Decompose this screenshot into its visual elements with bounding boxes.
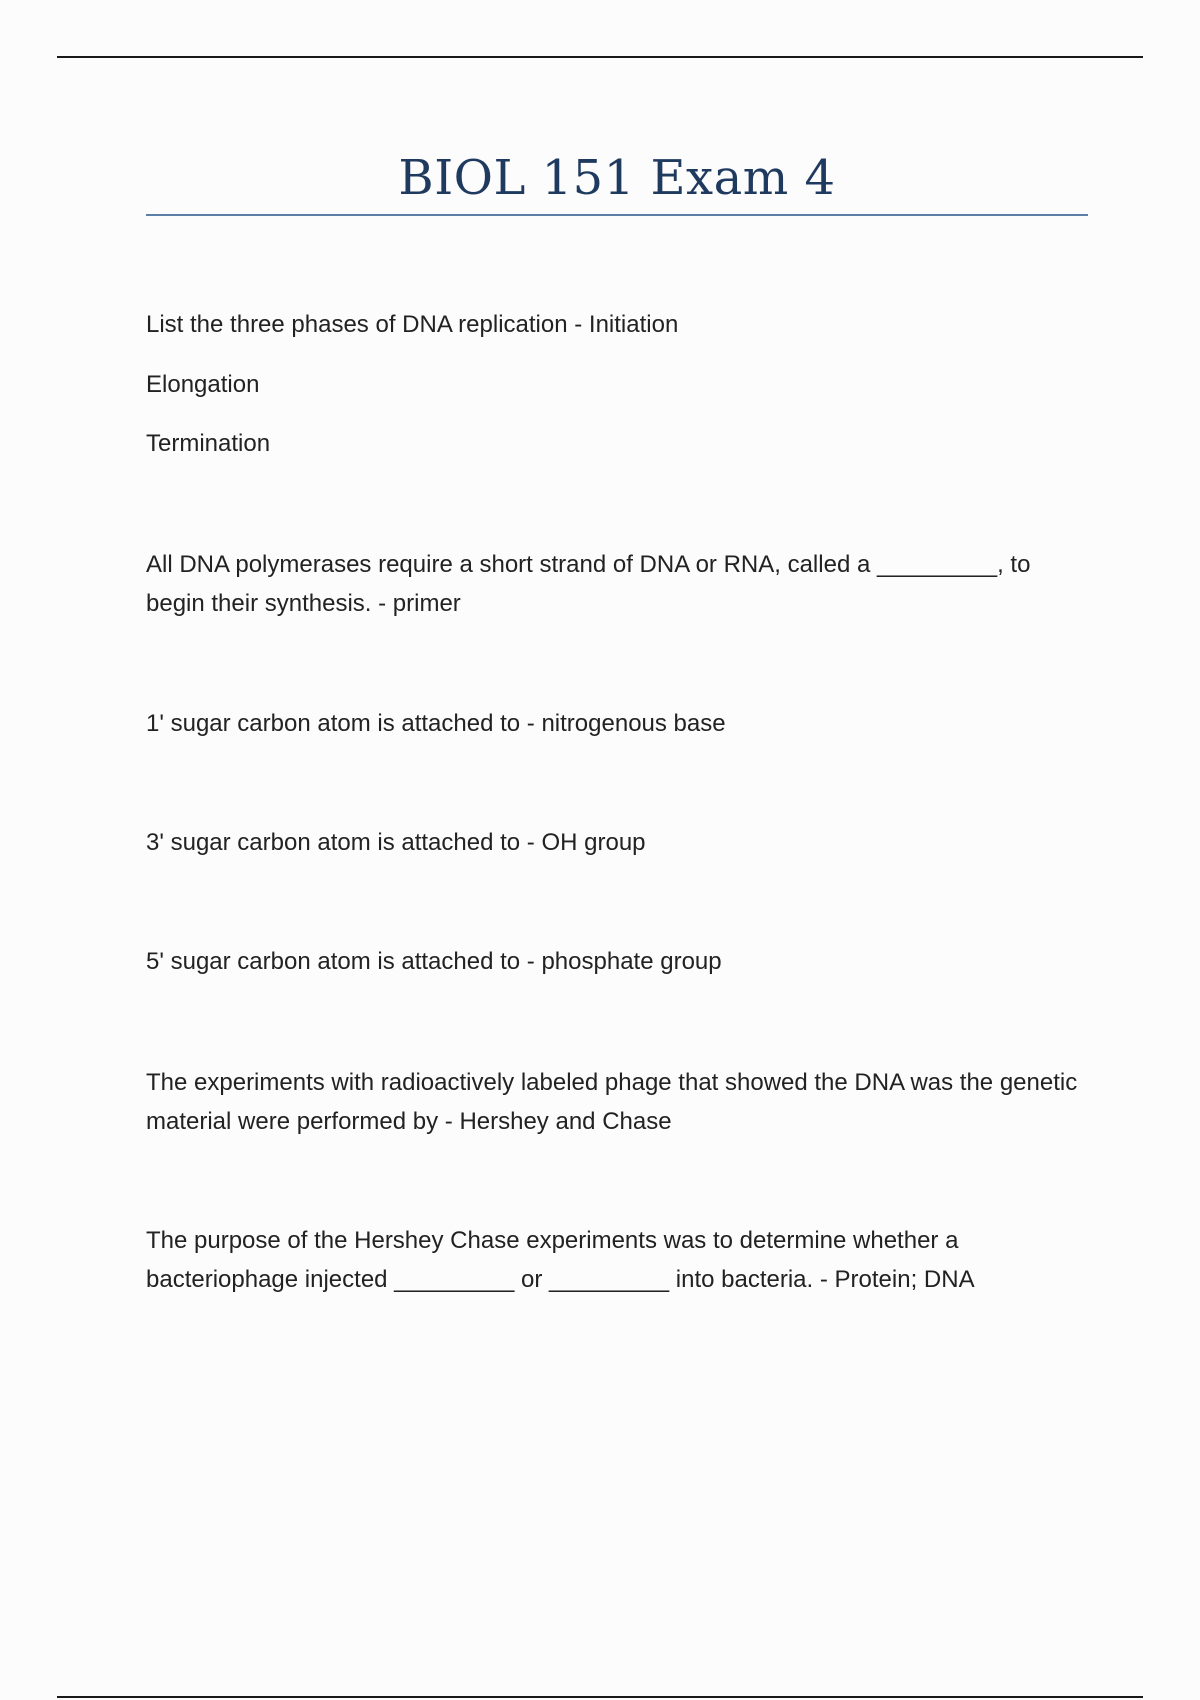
question-phases: List the three phases of DNA replication - Initiation — [146, 311, 679, 338]
question-5-prime-carbon: 5' sugar carbon atom is attached to - phosphate group — [146, 948, 722, 975]
document-title: BIOL 151 Exam 4 — [398, 150, 836, 206]
question-hershey-chase-researchers: The experiments with radioactively labeled phage that showed the DNA was the genetic material were performed by - Hershey and Chase — [146, 1069, 1078, 1135]
title-underline — [146, 214, 1088, 216]
question-3-prime-carbon: 3' sugar carbon atom is attached to - OH group — [146, 829, 646, 856]
bottom-border-line — [57, 1696, 1143, 1698]
question-primer: All DNA polymerases require a short strand of DNA or RNA, called a _________, to begin their synthesis. - primer — [146, 551, 1031, 617]
answer-elongation: Elongation — [146, 371, 260, 398]
question-hershey-chase-purpose: The purpose of the Hershey Chase experiments was to determine whether a bacteriophage injected _________ or _________ into bacteria. - Protein; DNA — [146, 1227, 975, 1293]
answer-termination: Termination — [146, 430, 271, 457]
top-border-line — [57, 56, 1143, 58]
question-1-prime-carbon: 1' sugar carbon atom is attached to - nitrogenous base — [146, 710, 726, 737]
